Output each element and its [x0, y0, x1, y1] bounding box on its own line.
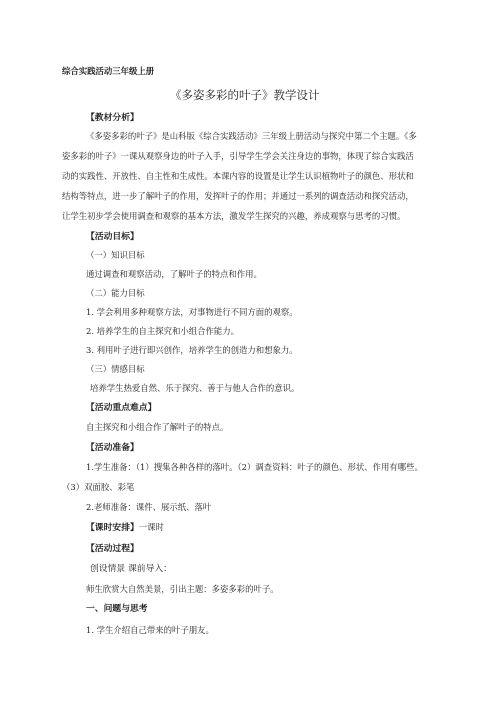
goal-subheading: （二）能力目标 — [86, 288, 145, 298]
section-heading-goals: 【活动目标】 — [86, 232, 139, 242]
goal-text: 通过调查和观察活动，了解叶子的特点和作用。 — [86, 269, 262, 279]
schedule-row — [86, 523, 164, 533]
part-one-heading: 一、问题与思考 — [86, 604, 148, 614]
part-one-item: 1. 学生介绍自己带来的叶子朋友。 — [86, 625, 214, 635]
analysis-line: 《多姿多彩的叶子》是山科版《综合实践活动》三年级上册活动与探究中第二个主题。《多 — [86, 131, 417, 141]
intro-text: 师生欣赏大自然美景，引出主题：多姿多彩的叶子。 — [86, 584, 279, 594]
key-points-text: 自主探究和小组合作了解叶子的特点。 — [86, 422, 229, 432]
header-label: 综合实践活动三年级上册 — [62, 66, 155, 76]
intro-heading: 创设情景 课前导入： — [90, 564, 172, 574]
goal-list-item: 2. 培养学生的自主探究和小组合作能力。 — [86, 326, 240, 336]
goal-subheading: （一）知识目标 — [86, 250, 145, 260]
section-heading-schedule: 【课时安排】 — [86, 523, 139, 533]
preparation-text: 1.学生准备：（1）搜集各种各样的落叶。（2）调查资料：叶子的颜色、形状、作用有哪些。 — [86, 462, 423, 472]
goal-list-item: 1. 学会利用多种观察方法，对事物进行不同方面的观察。 — [86, 307, 298, 317]
schedule-text: 一课时 — [138, 522, 164, 532]
analysis-line: 结构等特点，进一步了解叶子的作用，发挥叶子的作用；并通过一系列的调查活动和探究活动， — [62, 191, 414, 201]
document-title: 《多姿多彩的叶子》教学设计 — [170, 88, 320, 102]
goal-subheading: （三）情感目标 — [86, 364, 145, 374]
preparation-text: （3）双面胶、彩笔 — [62, 482, 135, 492]
section-heading-process: 【活动过程】 — [86, 544, 139, 554]
analysis-line: 姿多彩的叶子》一课从观察身边的叶子入手，引导学生学会关注身边的事物，体现了综合实践活 — [62, 151, 414, 161]
section-heading-key-points: 【活动重点难点】 — [86, 403, 157, 413]
goal-list-item: 3. 利用叶子进行即兴创作，培养学生的创造力和想象力。 — [86, 345, 298, 355]
section-heading-analysis: 【教材分析】 — [86, 113, 139, 123]
analysis-line: 让学生初步学会使用调查和观察的基本方法，激发学生探究的兴趣，养成观察与思考的习惯。 — [62, 211, 406, 221]
preparation-text: 2.老师准备：课件、展示纸、落叶 — [86, 502, 212, 512]
section-heading-preparation: 【活动准备】 — [86, 443, 139, 453]
analysis-line: 动的实践性、开放性、自主性和生成性。本课内容的设置是让学生认识植物叶子的颜色、形状和 — [62, 171, 414, 181]
goal-text: 培养学生热爱自然、乐于探究、善于与他人合作的意识。 — [90, 383, 300, 393]
